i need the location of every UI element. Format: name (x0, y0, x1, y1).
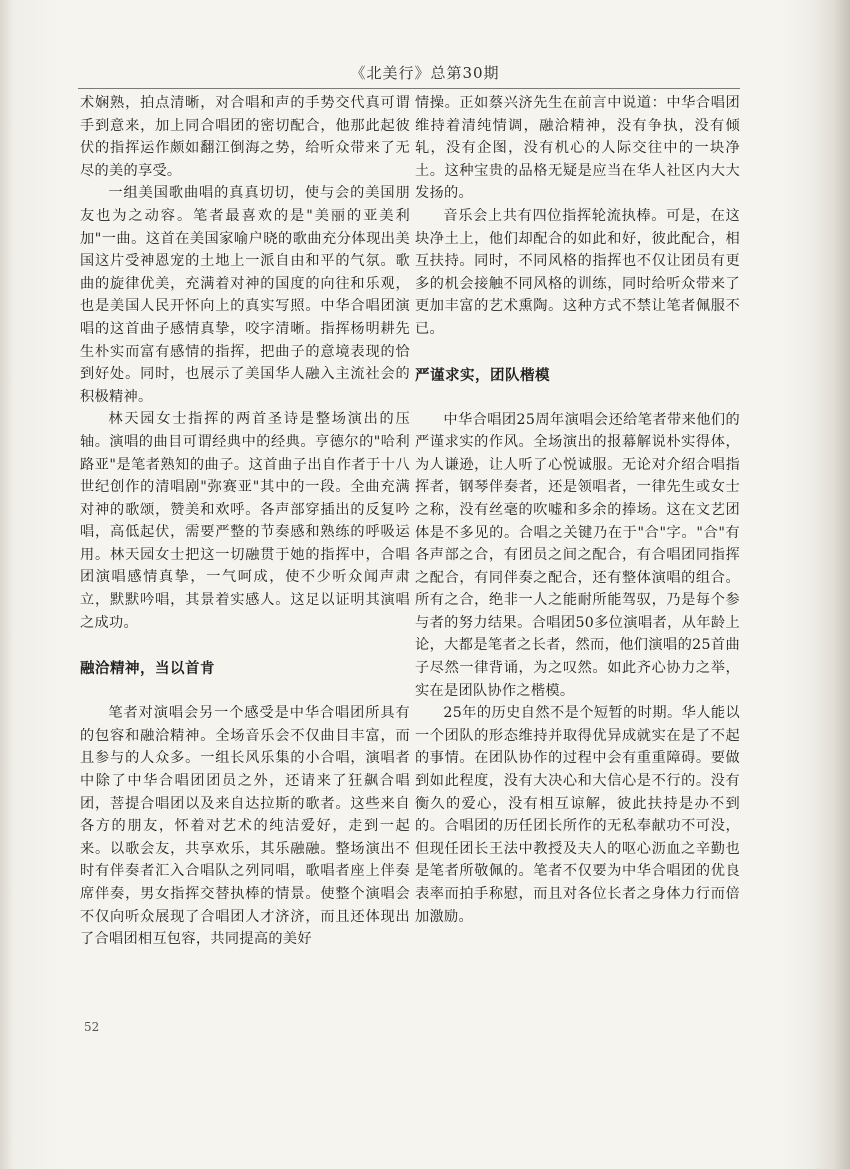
page-left-shadow (0, 0, 14, 1169)
left-column (80, 92, 410, 951)
right-column (415, 92, 740, 928)
left-paragraph-3: 林天园女士指挥的两首圣诗是整场演出的压轴。演唱的曲目可谓经典中的经典。亨德尔的"哈利路亚"是笔者熟知的曲子。这首曲子出自作者于十八世纪创作的清唱剧"弥赛亚"其中的一段。全曲充满对神的歌颂，赞美和欢呼。各声部穿插出的反复吟唱，高低起伏，需要严整的节奏感和熟练的呼吸运用。林天园女士把这一切融贯于她的指挥中，合唱团演唱感情真挚，一气呵成，使不少听众闻声肃立，默默吟唱，其景着实感人。这足以证明其演唱之成功。 (80, 411, 410, 631)
spacer (415, 341, 740, 365)
right-paragraph-3: 中华合唱团25周年演唱会还给笔者带来他们的严谨求实的作风。全场演出的报幕解说朴实得体，为人谦逊，让人听了心悦诚服。无论对介绍合唱指挥者，钢琴伴奏者，还是领唱者，一律先生或女士之称，没有丝毫的吹嘘和多余的捧场。这在文艺团体是不多见的。合唱之关键乃在于"合"字。"合"有各声部之合，有团员之间之配合，有合唱团同指挥之配合，有同伴奏之配合，还有整体演唱的组合。所有之合，绝非一人之能耐所能驾驭，乃是每个参与者的努力结果。合唱团50多位演唱者，从年龄上论，大都是笔者之长者，然而，他们演唱的25首曲子尽然一律背诵，为之叹然。如此齐心协力之举，实在是团队协作之楷模。 (415, 411, 740, 699)
left-paragraph-4: 笔者对演唱会另一个感受是中华合唱团所具有的包容和融洽精神。全场音乐会不仅曲目丰富，而且参与的人众多。一组长风乐集的小合唱，演唱者中除了中华合唱团团员之外，还请来了狂飙合唱团，菩提合唱团以及来自达拉斯的歌者。这些来自各方的朋友，怀着对艺术的纯洁爱好，走到一起来。以歌会友，共享欢乐，其乐融融。整场演出不时有伴奏者汇入合唱队之列同唱，歌唱者座上伴奏席伴奏，男女指挥交替执棒的情景。使整个演唱会不仅向听众展现了合唱团人才济济，而且还体现出了合唱团相互包容，共同提高的美好 (80, 705, 410, 948)
right-paragraph-4: 25年的历史自然不是个短暂的时期。华人能以一个团队的形态维持并取得优异成就实在是了不起的事情。在团队协作的过程中会有重重障碍。要做到如此程度，没有大决心和大信心是不行的。没有衡久的爱心，没有相互谅解，彼此扶持是办不到的。合唱团的历任团长所作的无私奉献功不可没，但现任团长王法中教授及夫人的呕心沥血之辛勤也是笔者所敬佩的。笔者不仅要为中华合唱团的优良表率而拍手称慰，而且对各位长者之身体力行而倍加激励。 (415, 705, 740, 925)
page-number: 52 (84, 1020, 100, 1034)
spacer (415, 387, 740, 409)
section-heading-1: 融洽精神，当以首肯 (80, 661, 215, 678)
left-paragraph-2: 一组美国歌曲唱的真真切切，使与会的美国朋友也为之动容。笔者最喜欢的是"美丽的亚美利加"一曲。这首在美国家喻户晓的歌曲充分体现出美国这片受神恩宠的土地上一派自由和平的气氛。歌曲的旋律优美，充满着对神的国度的向往和乐观，也是美国人民开怀向上的真实写照。中华合唱团演唱的这首曲子感情真挚，咬字清晰。指挥杨明耕先生朴实而富有感情的指挥，把曲子的意境表现的恰到好处。同时，也展示了美国华人融入主流社会的积极精神。 (80, 185, 410, 405)
section-heading-2: 严谨求实，团队楷模 (415, 367, 550, 384)
running-header: 《北美行》总第30期 (350, 64, 500, 82)
page-right-shadow (810, 0, 850, 1169)
left-paragraph-1: 术娴熟，拍点清晰，对合唱和声的手势交代真可谓手到意来，加上同合唱团的密切配合，他那此起彼伏的指挥运作颇如翻江倒海之势，给听众带来了无尽的美的享受。 (80, 95, 410, 179)
spacer (80, 634, 410, 658)
header-rule (78, 88, 740, 89)
right-paragraph-1: 情操。正如蔡兴济先生在前言中说道：中华合唱团维持着清纯情调，融洽精神，没有争执，没有倾轧，没有企图，没有机心的人际交往中的一块净土。这种宝贵的品格无疑是应当在华人社区内大大发扬的。 (415, 95, 740, 202)
right-paragraph-2: 音乐会上共有四位指挥轮流执棒。可是，在这块净土上，他们却配合的如此和好，彼此配合，相互扶持。同时，不同风格的指挥也不仅让团员有更多的机会接触不同风格的训练，同时给听众带来了更加丰富的艺术熏陶。这种方式不禁让笔者佩服不已。 (415, 207, 740, 337)
spacer (80, 680, 410, 702)
